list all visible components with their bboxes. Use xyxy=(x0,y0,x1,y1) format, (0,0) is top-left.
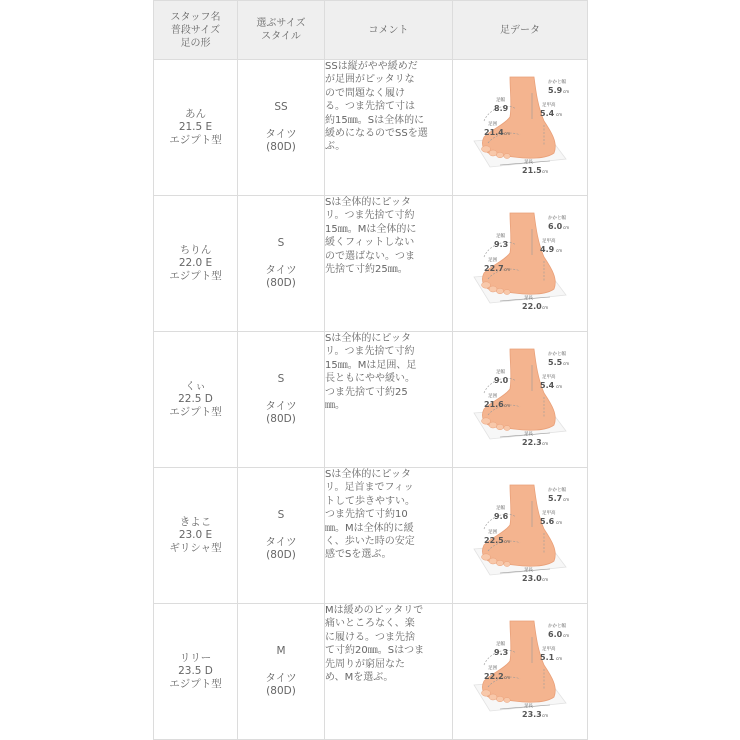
svg-text:足囲: 足囲 xyxy=(488,394,497,399)
svg-text:足幅: 足幅 xyxy=(496,234,505,239)
svg-text:cm: cm xyxy=(563,225,570,230)
foot-illustration xyxy=(470,209,570,314)
table-row xyxy=(154,196,588,332)
svg-text:かかと幅: かかと幅 xyxy=(548,488,566,493)
svg-text:足囲: 足囲 xyxy=(488,530,497,535)
comment-line: トして歩きやすい。 xyxy=(325,495,415,507)
comment-line: つま先捨て寸約10 xyxy=(325,509,408,521)
foot-illustration xyxy=(470,481,570,586)
svg-text:足幅: 足幅 xyxy=(496,642,505,647)
svg-text:かかと幅: かかと幅 xyxy=(548,624,566,629)
instep-value: 9.6 xyxy=(494,512,509,521)
foot-shape: エジプト型 xyxy=(169,678,222,690)
svg-text:cm: cm xyxy=(542,441,549,446)
size-style-cell xyxy=(238,468,325,604)
foot-shape: エジプト型 xyxy=(169,406,222,418)
table-header-row xyxy=(154,1,588,60)
usual-size: 23.0 E xyxy=(178,529,213,541)
style-line: タイツ xyxy=(265,264,297,276)
comment-line: つま先捨て寸約25 xyxy=(325,386,408,398)
foot-length-value: 22.3 xyxy=(522,438,542,447)
size-style-cell xyxy=(238,332,325,468)
style-line: タイツ xyxy=(265,672,297,684)
svg-text:かかと幅: かかと幅 xyxy=(548,80,566,85)
foot-length-value: 23.0 xyxy=(522,574,542,583)
foot-shape: エジプト型 xyxy=(169,270,222,282)
svg-text:cm: cm xyxy=(556,112,563,117)
table-row xyxy=(154,332,588,468)
svg-text:cm: cm xyxy=(563,633,570,638)
svg-text:足長: 足長 xyxy=(524,568,533,573)
style-line: タイツ xyxy=(265,400,297,412)
comment-line: 痛いところなく、楽 xyxy=(325,618,415,630)
comment-line: 先周りが窮屈なた xyxy=(325,658,405,670)
foot-shape: ギリシャ型 xyxy=(169,542,222,554)
header-size-style: 選ぶサイズ スタイル xyxy=(238,1,325,60)
chosen-size: S xyxy=(277,237,285,249)
instep-height-value: 5.1 xyxy=(540,653,555,662)
comment-line: が足囲がピッタリな xyxy=(325,74,415,86)
svg-text:足長: 足長 xyxy=(524,704,533,709)
svg-text:足囲: 足囲 xyxy=(488,258,497,263)
comment-line: Sは全体的にピッタ xyxy=(325,197,411,208)
svg-text:cm: cm xyxy=(504,539,511,544)
staff-name: くぃ xyxy=(185,380,206,392)
instep-height-value: 4.9 xyxy=(540,245,555,254)
svg-text:cm: cm xyxy=(542,577,549,582)
svg-text:足囲: 足囲 xyxy=(488,666,497,671)
staff-cell xyxy=(154,604,238,740)
size-style-cell xyxy=(238,196,325,332)
comment-line: ぶ。 xyxy=(325,141,346,153)
foot-girth-value: 22.5 xyxy=(484,536,504,545)
comment-line: 緩めになるのでSSを選 xyxy=(325,128,428,140)
header-foot-data: 足データ xyxy=(453,1,588,60)
svg-text:足長: 足長 xyxy=(524,160,533,165)
svg-text:cm: cm xyxy=(542,713,549,718)
comment-cell xyxy=(325,332,453,468)
staff-cell xyxy=(154,332,238,468)
staff-cell xyxy=(154,468,238,604)
svg-text:cm: cm xyxy=(504,675,511,680)
foot-length-value: 23.3 xyxy=(522,710,542,719)
svg-text:足幅: 足幅 xyxy=(496,98,505,103)
svg-text:足長: 足長 xyxy=(524,432,533,437)
svg-text:cm: cm xyxy=(504,267,511,272)
svg-text:cm: cm xyxy=(556,656,563,661)
staff-cell xyxy=(154,196,238,332)
table-row xyxy=(154,604,588,740)
chosen-size: S xyxy=(277,373,285,385)
foot-data-cell xyxy=(453,604,588,740)
style-line: (80D) xyxy=(266,141,296,153)
instep-height-value: 5.4 xyxy=(540,109,555,118)
heel-width-value: 6.0 xyxy=(548,222,563,231)
header-comment: コメント xyxy=(325,1,453,60)
size-style-cell xyxy=(238,60,325,196)
comment-line: リ。つま先捨て寸約 xyxy=(325,346,415,358)
foot-data-cell xyxy=(453,468,588,604)
foot-data-cell xyxy=(453,332,588,468)
comment-line: 長ともにやや緩い。 xyxy=(325,373,415,385)
chosen-size: S xyxy=(277,509,285,521)
svg-text:cm: cm xyxy=(556,384,563,389)
foot-girth-value: 22.7 xyxy=(484,264,504,273)
staff-name: ちりん xyxy=(179,244,212,256)
size-style-cell xyxy=(238,604,325,740)
comment-line: に履ける。つま先捨 xyxy=(325,631,415,643)
foot-length-value: 21.5 xyxy=(522,166,542,175)
staff-name: リリー xyxy=(179,652,212,664)
heel-width-value: 5.9 xyxy=(548,86,563,95)
foot-data-cell xyxy=(453,60,588,196)
instep-height-value: 5.6 xyxy=(540,517,555,526)
foot-girth-value: 21.4 xyxy=(484,128,504,137)
foot-illustration xyxy=(470,73,570,178)
comment-line: ㎜。Mは全体的に緩 xyxy=(325,522,414,534)
comment-line: SSは縦がやや緩めだ xyxy=(325,61,418,72)
comment-line: め、Mを選ぶ。 xyxy=(325,672,394,684)
comment-line: 15㎜。Mは足囲、足 xyxy=(325,359,417,371)
foot-illustration xyxy=(470,345,570,450)
svg-text:cm: cm xyxy=(542,169,549,174)
instep-height-value: 5.4 xyxy=(540,381,555,390)
foot-data-cell xyxy=(453,196,588,332)
svg-text:cm: cm xyxy=(563,497,570,502)
svg-text:足甲高: 足甲高 xyxy=(542,239,556,244)
heel-width-value: 5.7 xyxy=(548,494,563,503)
heel-width-value: 6.0 xyxy=(548,630,563,639)
svg-text:cm: cm xyxy=(556,248,563,253)
heel-width-value: 5.5 xyxy=(548,358,563,367)
svg-text:cm: cm xyxy=(504,131,511,136)
style-line: (80D) xyxy=(266,413,296,425)
svg-text:cm: cm xyxy=(542,305,549,310)
instep-value: 9.0 xyxy=(494,376,509,385)
header-staff: スタッフ名 普段サイズ 足の形 xyxy=(154,1,238,60)
instep-value: 9.3 xyxy=(494,240,509,249)
svg-text:足長: 足長 xyxy=(524,296,533,301)
comment-line: リ。つま先捨て寸約 xyxy=(325,210,415,222)
table-row xyxy=(154,60,588,196)
foot-shape: エジプト型 xyxy=(169,134,222,146)
svg-text:足甲高: 足甲高 xyxy=(542,647,556,652)
svg-text:足幅: 足幅 xyxy=(496,370,505,375)
staff-fitting-table xyxy=(153,0,588,740)
foot-illustration xyxy=(470,617,570,722)
comment-line: ㎜。 xyxy=(325,400,345,412)
comment-cell xyxy=(325,468,453,604)
foot-girth-value: 21.6 xyxy=(484,400,504,409)
table-row xyxy=(154,468,588,604)
comment-line: 15㎜。Mは全体的に xyxy=(325,223,417,235)
svg-text:かかと幅: かかと幅 xyxy=(548,216,566,221)
comment-line: リ。足首までフィッ xyxy=(325,482,414,494)
svg-text:足甲高: 足甲高 xyxy=(542,103,556,108)
staff-cell xyxy=(154,60,238,196)
usual-size: 22.0 E xyxy=(178,257,213,269)
instep-value: 8.9 xyxy=(494,104,509,113)
comment-line: ので問題なく履け xyxy=(325,87,405,99)
comment-line: る。つま先捨て寸は xyxy=(325,101,415,113)
style-line: タイツ xyxy=(265,536,297,548)
style-line: (80D) xyxy=(266,277,296,289)
style-line: タイツ xyxy=(265,128,297,140)
staff-name: あん xyxy=(185,108,206,120)
comment-cell xyxy=(325,60,453,196)
comment-line: Sは全体的にピッタ xyxy=(325,333,411,344)
svg-text:かかと幅: かかと幅 xyxy=(548,352,566,357)
comment-line: Mは緩めのピッタリで xyxy=(325,605,424,616)
staff-name: きよこ xyxy=(179,516,212,528)
instep-value: 9.3 xyxy=(494,648,509,657)
svg-text:cm: cm xyxy=(504,403,511,408)
comment-cell xyxy=(325,196,453,332)
svg-text:足幅: 足幅 xyxy=(496,506,505,511)
foot-girth-value: 22.2 xyxy=(484,672,504,681)
svg-text:cm: cm xyxy=(563,361,570,366)
usual-size: 23.5 D xyxy=(178,665,213,677)
style-line: (80D) xyxy=(266,685,296,697)
comment-line: ので選ばない。つま xyxy=(325,250,415,262)
comment-line: 約15㎜。Sは全体的に xyxy=(325,114,425,126)
chosen-size: SS xyxy=(274,101,288,113)
comment-line: Sは全体的にピッタ xyxy=(325,469,411,480)
comment-line: て寸約20㎜。Sはつま xyxy=(325,645,425,657)
style-line: (80D) xyxy=(266,549,296,561)
usual-size: 21.5 E xyxy=(178,121,213,133)
svg-text:足甲高: 足甲高 xyxy=(542,511,556,516)
svg-text:足囲: 足囲 xyxy=(488,122,497,127)
comment-line: 先捨て寸約25㎜。 xyxy=(325,264,408,276)
svg-text:cm: cm xyxy=(563,89,570,94)
svg-text:足甲高: 足甲高 xyxy=(542,375,556,380)
chosen-size: M xyxy=(276,645,286,657)
comment-cell xyxy=(325,604,453,740)
usual-size: 22.5 D xyxy=(178,393,213,405)
comment-line: く、歩いた時の安定 xyxy=(325,536,415,548)
svg-text:cm: cm xyxy=(556,520,563,525)
comment-line: 緩くフィットしない xyxy=(325,237,415,249)
comment-line: 感でSを選ぶ。 xyxy=(325,549,392,561)
foot-length-value: 22.0 xyxy=(522,302,542,311)
